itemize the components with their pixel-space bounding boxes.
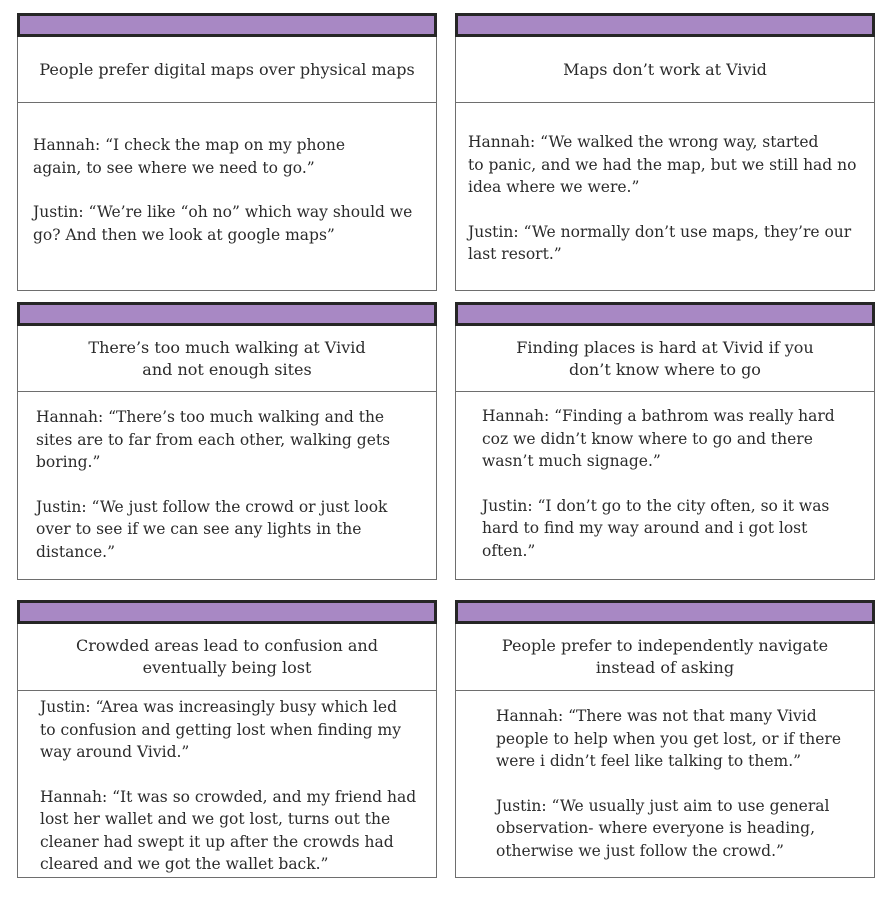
card-body bbox=[456, 392, 874, 579]
interview-quote: Hannah: “There’s too much walking and the sites are to far from each other, walking gets boring.” bbox=[36, 408, 391, 471]
interview-quote: Justin: “We just follow the crowd or just look over to see if we can see any lights in the distance.” bbox=[36, 497, 388, 561]
interview-quote: Justin: “We normally don’t use maps, they’re our last resort.” bbox=[468, 222, 852, 263]
insight-card-4 bbox=[455, 302, 875, 580]
insight-card-2 bbox=[455, 13, 875, 291]
interview-quote: Hannah: “We walked the wrong way, started to panic, and we had the map, but we still had no idea where we were.” bbox=[468, 133, 857, 196]
card-body bbox=[18, 103, 436, 290]
card-header-bar bbox=[455, 600, 875, 624]
interview-quote: Justin: “We usually just aim to use general observation- where everyone is heading, otherwise we just follow the crowd.” bbox=[496, 796, 830, 860]
card-title: People prefer digital maps over physical maps bbox=[18, 37, 436, 103]
insight-card-1 bbox=[17, 13, 437, 291]
interview-quote: Justin: “We’re like “oh no” which way should we go? And then we look at google maps” bbox=[33, 203, 413, 244]
interview-quote: Hannah: “I check the map on my phone again, to see where we need to go.” bbox=[33, 136, 346, 177]
card-header-bar bbox=[17, 302, 437, 326]
card-title: People prefer to independently navigate instead of asking bbox=[456, 624, 874, 691]
interview-quote: Hannah: “There was not that many Vivid people to help when you get lost, or if there were i didn’t feel like talking to them.” bbox=[496, 707, 842, 770]
interview-quote: Hannah: “Finding a bathrom was really hard coz we didn’t know where to go and there wasn’t much signage.” bbox=[482, 407, 835, 470]
insight-card-3 bbox=[17, 302, 437, 580]
card-body bbox=[456, 691, 874, 877]
interview-quote: Hannah: “It was so crowded, and my friend had lost her wallet and we got lost, turns out the cleaner had swept it up after the crowds had cleared and we got the wallet back.” bbox=[40, 787, 417, 873]
card-title: Finding places is hard at Vivid if you don’t know where to go bbox=[456, 326, 874, 392]
insight-card-5 bbox=[17, 600, 437, 878]
card-title: There’s too much walking at Vivid and not enough sites bbox=[18, 326, 436, 392]
interview-quote: Justin: “I don’t go to the city often, so it was hard to find my way around and i got lost often.” bbox=[482, 496, 830, 560]
card-header-bar bbox=[17, 600, 437, 624]
card-title: Crowded areas lead to confusion and eventually being lost bbox=[18, 624, 436, 691]
card-body bbox=[18, 691, 436, 877]
card-body bbox=[456, 103, 874, 290]
interview-quote: Justin: “Area was increasingly busy which led to confusion and getting lost when finding my way around Vivid.” bbox=[40, 698, 401, 761]
card-body bbox=[18, 392, 436, 579]
card-title: Maps don’t work at Vivid bbox=[456, 37, 874, 103]
card-header-bar bbox=[17, 13, 437, 37]
card-header-bar bbox=[455, 13, 875, 37]
card-header-bar bbox=[455, 302, 875, 326]
insight-card-6 bbox=[455, 600, 875, 878]
